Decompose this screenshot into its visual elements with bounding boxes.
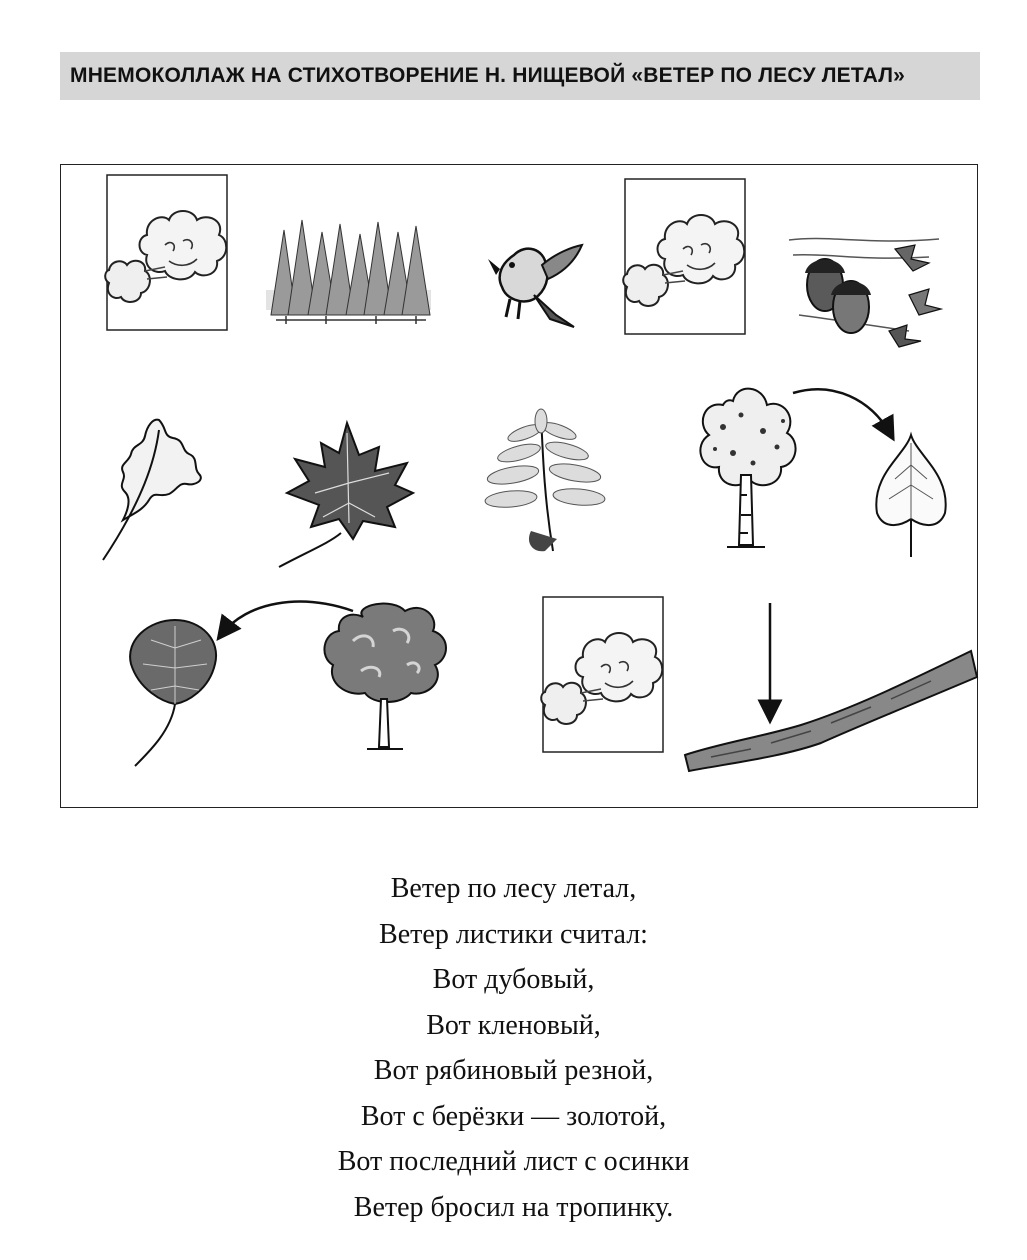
wind-cloud-icon — [541, 597, 663, 752]
poem-line: Ветер бросил на тропинку. — [353, 1191, 674, 1223]
birch-tree-icon — [700, 389, 795, 547]
wind-cloud-icon — [623, 179, 745, 334]
header-bar — [60, 52, 980, 100]
path-icon — [685, 651, 977, 771]
poem-line: Вот с берёзки — золотой, — [360, 1100, 667, 1132]
wind-cloud-icon — [105, 175, 227, 330]
aspen-tree-icon — [324, 604, 446, 749]
rowan-leaf-icon — [484, 409, 605, 551]
poem-line: Ветер листики считал: — [379, 918, 648, 950]
forest-icon — [266, 220, 431, 324]
bird-icon — [488, 245, 582, 327]
poem-line: Вот дубовый, — [432, 964, 595, 995]
poem-line: Ветер по лесу летал, — [390, 873, 637, 904]
poem-line: Вот последний лист с осинки — [337, 1146, 690, 1177]
page-title: МНЕМОКОЛЛАЖ НА СТИХОТВОРЕНИЕ Н. НИЩЕВОЙ «ВЕТЕР ПО ЛЕСУ ЛЕТАЛ» — [70, 64, 906, 87]
poem-line: Вот рябиновый резной, — [373, 1055, 654, 1086]
mnemo-collage — [60, 164, 978, 808]
aspen-arrow — [221, 602, 353, 635]
maple-leaf-icon — [279, 423, 413, 567]
acorns-icon — [789, 239, 941, 347]
aspen-leaf-icon — [130, 620, 216, 766]
oak-leaf-icon — [103, 420, 201, 560]
poem — [0, 866, 1027, 1230]
birch-arrow — [793, 389, 891, 435]
birch-leaf-icon — [876, 435, 945, 557]
poem-line: Вот кленовый, — [426, 1009, 601, 1041]
